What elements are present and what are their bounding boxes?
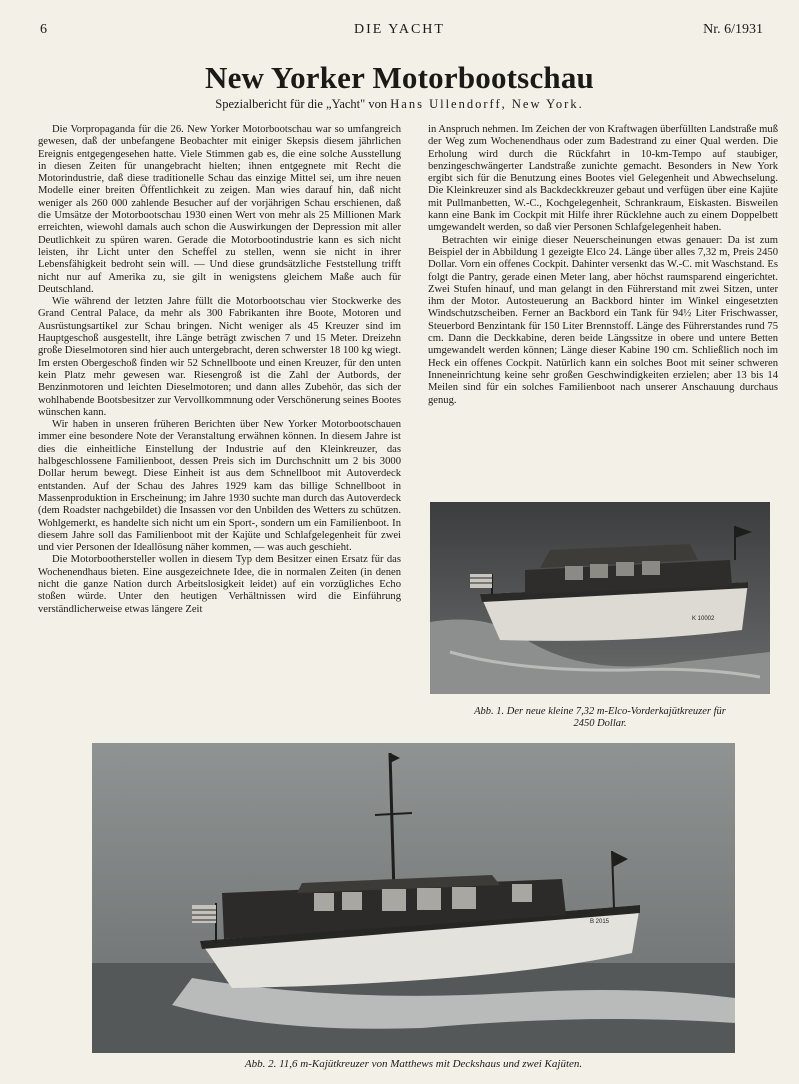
running-header — [0, 22, 799, 42]
paragraph: Wir haben in unseren früheren Berichten über New Yorker Motorbootschauen immer eine besondere Note der Veranstaltung erwähnen können. In diesem Jahre ist dies die einheitliche Einstellung der Industrie auf den Kleinkreuzer, das halbgeschlossene Familienboot, dessen Preis sich im Durchschnitt um 2 bis 3000 Dollar herum bewegt. Diese Einheit ist aus dem Schnellboot mit Autoverdeck entstanden. Auf der Schau des Jahres 1929 kam das billige Schnellboot in Massenproduktion in Erscheinung; im Jahre 1930 suchte man durch das Autoverdeck (dem Roadster nachgebildet) die Insassen vor den Unbilden des Wetters zu schützen. Wohlgemerkt, es handelte sich nicht um ein Sport-, sondern um ein Familienboot. In diesem Jahre soll das Familienboot mit der Kajüte und Schlafgelegenheit für zwei und vier Personen der Ideallösung näher kommen, — was auch geschieht. — [38, 419, 401, 554]
right-column — [428, 124, 778, 407]
paragraph: Die Motorboothersteller wollen in diesem Typ dem Besitzer einen Ersatz für das Wochenendhaus bieten. Eine ausgezeichnete Idee, die in normalen Zeiten (in denen nicht die ganze Nation durch Arbeitslosigkeit leidet) auf ein vorzügliches Echo stoßen würde. Unter den heutigen Verhältnissen wird die Einführung verständlicherweise etwas längere Zeit — [38, 554, 401, 615]
figure-1-caption — [430, 706, 770, 730]
magazine-title: DIE YACHT — [354, 22, 445, 37]
article-title: New Yorker Motorbootschau — [204, 60, 594, 95]
caption-line: 2450 Dollar. — [573, 718, 627, 729]
left-column — [38, 124, 401, 616]
hull-mark-2: B 2015 — [590, 919, 610, 925]
page-number: 6 — [40, 22, 47, 37]
boat-illustration-2 — [92, 743, 735, 1053]
paragraph: Die Vorpropaganda für die 26. New Yorker Motorbootschau war so umfangreich gewesen, daß der unbefangene Beobachter mit einiger Skepsis diesem jährlichen Ereignis entgegengesehen hatte. Viele Stimmen gab es, die eine solche Ausstellung in diesen Zeiten für unangebracht hielten; ihnen entgegnete mit Recht die Motorindustrie, daß diese traditionelle Schau das einzige Mittel sei, um ihre neuen Modelle einer breiten Öffentlichkeit zu zeigen. Man wies darauf hin, daß nicht weniger als 260 000 zahlende Besucher auf der vorjährigen Schau erschienen, daß die Umsätze der Motorbootschau 1930 einen Wert von mehr als 25 Millionen Mark erreichten, wiewohl damals auch schon die Auswirkungen der Depression mit aller Deutlichkeit zu spüren waren. Gerade die Motorbootindustrie kann es sich nicht leisten, ihr Licht unter den Scheffel zu stellen, wenn sie nicht in ihrer Lebensfähigkeit bedroht sein will. — Und diese grundsätzliche Feststellung trifft nicht nur auf Amerika zu, sie gilt in wenigstens gleichem Maße auch für Deutschland. — [38, 124, 401, 295]
figure-2-photo — [92, 743, 735, 1053]
figure-2-caption: Abb. 2. 11,6 m-Kajütkreuzer von Matthews mit Deckshaus und zwei Kajüten. — [244, 1058, 583, 1070]
figure-1-photo — [430, 502, 770, 694]
author-name: Hans Ullendorff, New York. — [390, 97, 584, 111]
caption-line: Abb. 1. Der neue kleine 7,32 m-Elco-Vorderkajütkreuzer für — [474, 706, 726, 717]
paragraph: Wie während der letzten Jahre füllt die Motorbootschau vier Stockwerke des Grand Central Palace, da mehr als 300 Fabrikanten ihre Boote, Motoren und Ausrüstungsartikel zur Schau bringen. Nicht weniger als 45 Kreuzer sind im Hauptgeschoß ausgestellt, ihre Länge beträgt zwischen 7 und 15 Meter. Dreizehn große Dieselmotoren sind hier auch untergebracht, deren schwerster 18 100 kg wiegt. Im ersten Obergeschoß finden wir 52 Schnellboote und einen Kreuzer, für den unten kein Platz mehr gewesen war. Riesengroß ist die Zahl der Autbords, der Benzinmotoren und leichten Dieselmotoren; und dann alles Zubehör, das sich der wohlhabende Bootsbesitzer zur Vervollkommnung oder Verschönerung seines Bootes wünschen kann. — [38, 296, 401, 418]
paragraph: Betrachten wir einige dieser Neuerscheinungen etwas genauer: Da ist zum Beispiel der in Abbildung 1 gezeigte Elco 24. Länge über alles 7,32 m, Preis 2450 Dollar. Vorn ein offenes Cockpit. Dahinter versenkt das W.-C. mit Waschstand. Es folgt die Pantry, gerade einen Meter lang, aber höchst raumsparend eingerichtet. Zwei Stufen hinauf, und man gelangt in den Führerstand mit zwei Sitzen, unter ihm der Motor. Autosteuerung an Backbord hinter im Winkel eingesetzten Windschutzscheiben. Ferner an Backbord ein Tank für 94½ Liter Frischwasser, Steuerbord Benzintank für 150 Liter Brennstoff. Länge des Führerstandes rund 75 cm. Dann die Deckkabine, deren beide Längssitze in obere und untere Betten umgewandelt werden können; Länge dieser Kabine 190 cm. Schließlich noch im Heck ein offenes Cockpit. Natürlich kann ein solches Boot mit seiner schweren Inneneinrichtung keine sehr großen Geschwindigkeiten erzielen; aber 13 bis 14 Meilen sind für ein solches Familienboot nach unserer Anschauung durchaus genug. — [428, 234, 778, 406]
boat-illustration-1 — [430, 502, 770, 694]
hull-mark-1: K 10002 — [692, 616, 715, 622]
issue-number: Nr. 6/1931 — [703, 22, 763, 37]
subtitle-prefix: Spezialbericht für die „Yacht" von — [215, 97, 388, 111]
article-subtitle — [0, 97, 799, 112]
paragraph: in Anspruch nehmen. Im Zeichen der von Kraftwagen überfüllten Landstraße muß der Weg zum Wochenendhaus oder zum Badestrand zu einer Qual werden. Die Erholung wird durch die Rückfahrt in 10-km-Tempo auf staubiger, benzingeschwängerter Landstraße zunichte gemacht. Besonders in New York ergibt sich für die Benutzung eines Bootes viel Gelegenheit und Abwechselung. Die Kleinkreuzer sind als Backdeckkreuzer gebaut und verfügen über eine Kajüte mit Pullmanbetten, W.-C., Kochgelegenheit, Schrankraum, Eiskasten. Bisweilen kann eine Bank im Cockpit mit Hilfe ihrer Rücklehne auch zu einem Doppelbett umgewandelt werden, so daß vier Personen Schlafgelegenheit haben. — [428, 124, 778, 234]
